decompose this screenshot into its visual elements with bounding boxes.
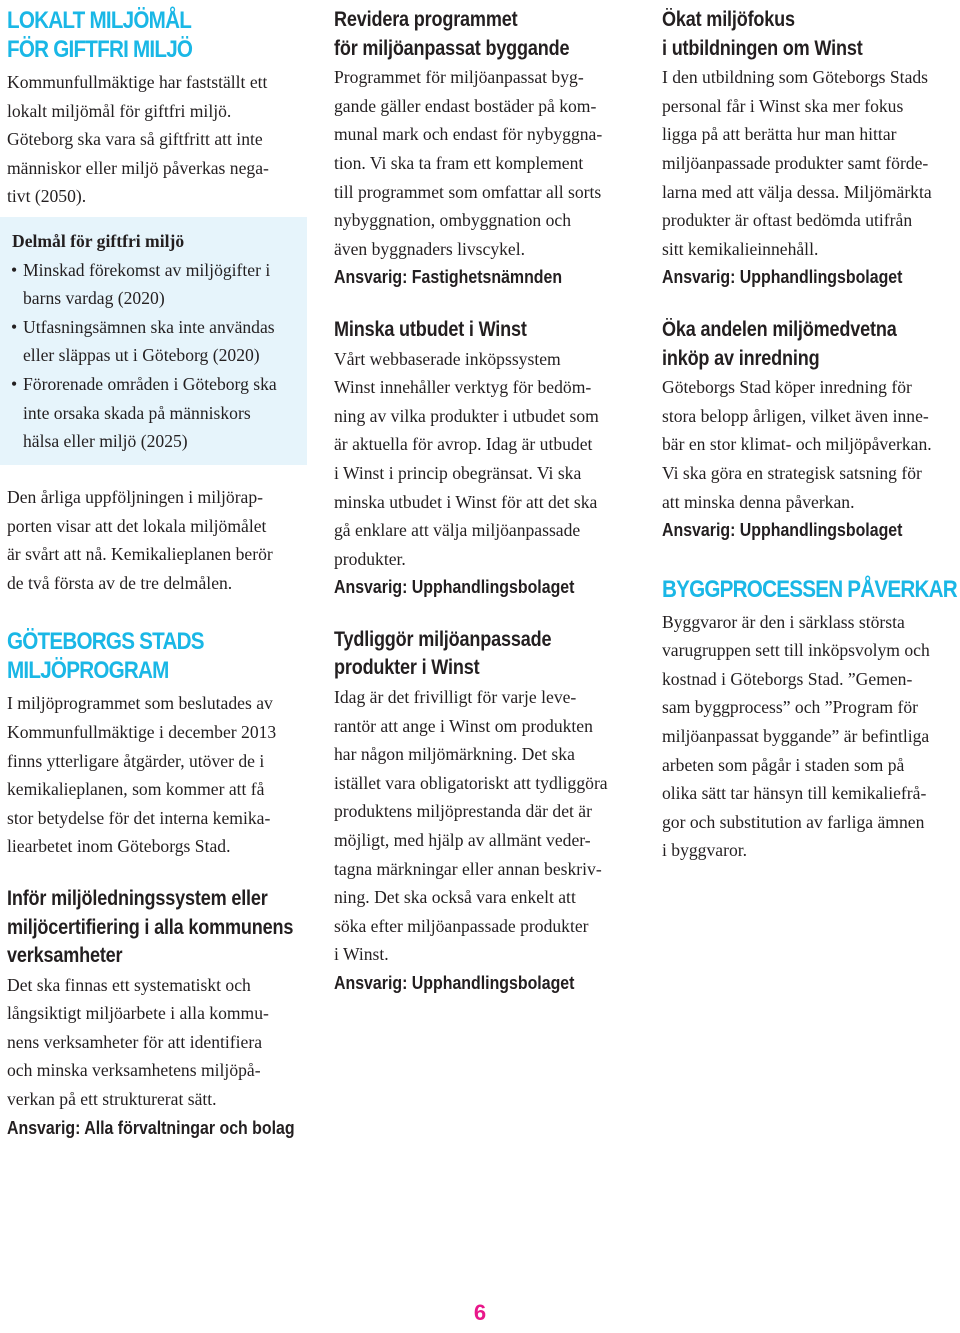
column-left <box>7 6 307 1142</box>
minska-utbudet-paragraph: Vårt webbaserade inköpssystem Winst innehåller verktyg för bedöm- ning av vilka produkter i utbudet som är aktuella för avrop. Idag är utbudet i Winst i princip obegränsat. Vi ska minska utbudet i Winst för att det ska gå enklare att välja miljöanpassade produkter. <box>334 348 599 569</box>
list-item: • Utfasningsämnen ska inte användas eller släppas ut i Göteborg (2020) <box>12 313 307 370</box>
subheading-tydliggor: Tydliggör miljöanpassade produkter i Winst <box>334 627 552 680</box>
responsible-label: Ansvarig: Fastighetsnämnden <box>334 266 563 288</box>
subheading-revidera: Revidera programmet för miljöanpassat byggande <box>334 8 570 60</box>
followup-paragraph: Den årliga uppföljningen i miljörap- porten visar att det lokala miljömålet är svårt att nå. Kemikalieplanen berör de två första av de tre delmålen. <box>7 486 273 593</box>
responsible-label: Ansvarig: Upphandlingsbolaget <box>662 519 903 541</box>
column-right <box>662 6 960 865</box>
subheading-minska-utbudet: Minska utbudet i Winst <box>334 317 527 341</box>
subheading-inredning: Öka andelen miljömedvetna inköp av inredning <box>662 317 897 370</box>
column-middle <box>334 6 634 998</box>
list-item: • Minskad förekomst av miljögifter i barns vardag (2020) <box>12 256 307 313</box>
inredning-paragraph: Göteborgs Stad köper inredning för stora belopp årligen, vilket även inne- bär en stor klimat- och miljöpåverkan. Vi ska göra en strategisk satsning för att minska denna påverkan. <box>662 377 932 512</box>
page-number: 6 <box>473 1300 487 1325</box>
delmal-title: Delmål för giftfri miljö <box>12 230 185 251</box>
program-paragraph: I miljöprogrammet som beslutades av Kommunfullmäktige i december 2013 finns ytterligare åtgärder, utöver de i kemikalieplanen, som kommer att få stor betydelse för det interna kemika- liearbetet inom Göteborgs Stad. <box>7 693 277 857</box>
heading-byggprocessen: BYGGPROCESSEN PÅVERKAR <box>662 575 957 603</box>
okat-miljofokus-paragraph: I den utbildning som Göteborgs Stads personal får i Winst ska mer fokus ligga på att berätta hur man hittar miljöanpassade produkter samt förde- larna med att välja dessa. Miljömärkta produkter är oftast bedömda utifrån sitt kemikalieinnehåll. <box>662 67 932 259</box>
intro-paragraph: Kommunfullmäktige har fastställt ett lokalt miljömål för giftfri miljö. Göteborg ska vara så giftfritt att inte människor eller miljö påverkas nega- tivt (2050). <box>7 72 269 207</box>
delmal-list <box>12 256 307 456</box>
responsible-label: Ansvarig: Alla förvaltningar och bolag <box>7 1116 295 1138</box>
list-item: • Förorenade områden i Göteborg ska inte orsaka skada på människors hälsa eller miljö (2025) <box>12 370 307 456</box>
responsible-label: Ansvarig: Upphandlingsbolaget <box>334 972 575 993</box>
subheading-okat-miljofokus: Ökat miljöfokus i utbildningen om Winst <box>662 8 863 60</box>
miljoledning-paragraph: Det ska finnas ett systematiskt och långsiktigt miljöarbete i alla kommu- nens verksamheter för att identifiera och minska verksamhetens miljöpå- verkan på ett strukturerat sätt. <box>7 974 269 1110</box>
heading-lokalt-miljomal: LOKALT MILJÖMÅL FÖR GIFTFRI MILJÖ <box>7 7 193 63</box>
subheading-miljoledningssystem: Inför miljöledningssystem eller miljöcertifiering i alla kommunens verksamheter <box>7 886 294 968</box>
tydliggor-paragraph: Idag är det frivilligt för varje leve- rantör att ange i Winst om produkten har någon miljömärkning. Det ska istället vara obligatoriskt att tydliggöra produktens miljöprestanda där det är möjligt, med hjälp av allmänt veder- tagna märkningar eller annan beskriv- ning. Det ska också vara enkelt att söka efter miljöanpassade produkter i Winst. <box>334 687 608 965</box>
revidera-paragraph: Programmet för miljöanpassat byg- gande gäller endast bostäder på kom- munal mark och endast för nybyggna- tion. Vi ska ta fram ett komplement till programmet som omfattar all sorts nybyggnation, ombyggnation och även byggnaders livscykel. <box>334 67 603 259</box>
byggprocessen-paragraph: Byggvaror är den i särklass största varugruppen sett till inköpsvolym och kostnad i Göteborgs Stad. ”Gemen- sam byggprocess” och ”Program för miljöanpassat byggande” är befintliga arbeten som pågår i staden som på olika sätt tar hänsyn till kemikaliefrå- gor och substitution av farliga ämnen i byggvaror. <box>662 611 930 861</box>
heading-miljoprogram: GÖTEBORGS STADS MILJÖPROGRAM <box>7 628 204 685</box>
responsible-label: Ansvarig: Upphandlingsbolaget <box>662 266 903 288</box>
delmal-box <box>0 217 307 465</box>
responsible-label: Ansvarig: Upphandlingsbolaget <box>334 576 575 598</box>
